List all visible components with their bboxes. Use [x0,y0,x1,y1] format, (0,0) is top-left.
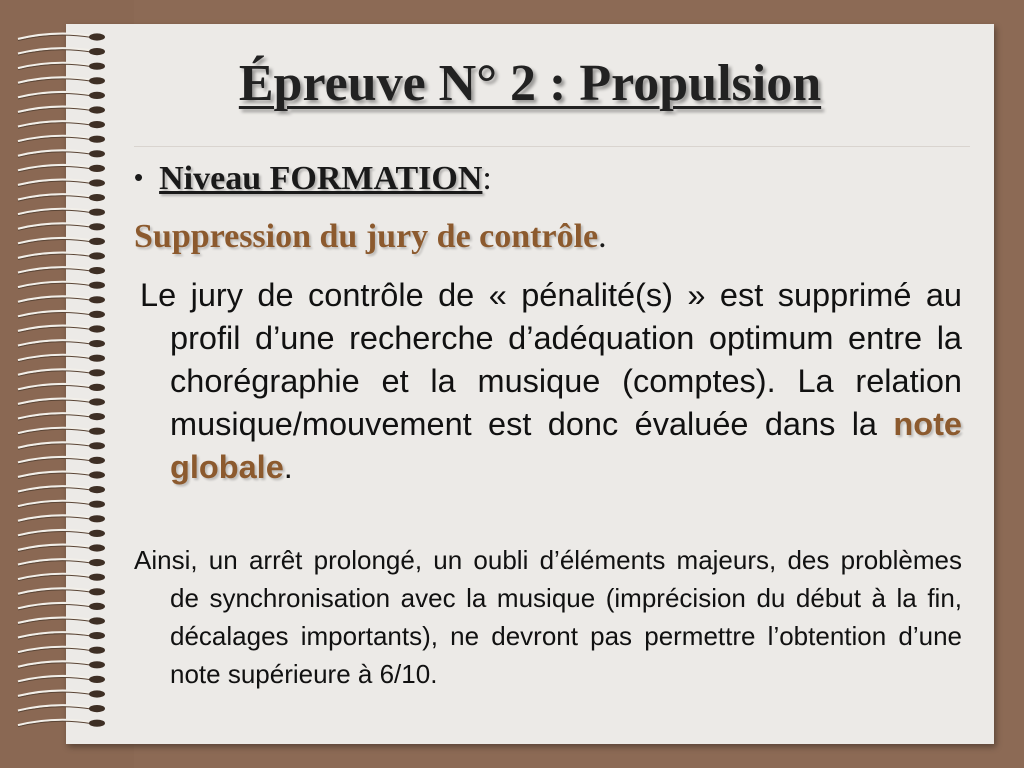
bullet-symbol: • [134,162,144,192]
binding-hole [89,121,105,128]
binding-hole [89,574,105,581]
binding-hole [89,471,105,478]
binding-hole [89,588,105,595]
binding-hole [89,238,105,245]
binding-hole [89,136,105,143]
binding-hole [89,486,105,493]
binding-hole [89,632,105,639]
binding-hole [89,311,105,318]
binding-hole [89,223,105,230]
binding-hole [89,252,105,259]
level-suffix: : [482,160,492,197]
binding-hole [89,369,105,376]
binding-hole [89,617,105,624]
level-label: Niveau FORMATION [159,160,483,197]
subheading [134,218,607,256]
binding-hole [89,296,105,303]
binding-hole [89,705,105,712]
binding-hole [89,647,105,654]
binding-hole [89,530,105,537]
binding-hole [89,501,105,508]
bullet-item [134,160,492,198]
subheading-suffix: . [598,218,607,255]
binding-hole [89,544,105,551]
binding-hole [89,413,105,420]
binding-hole [89,559,105,566]
binding-hole [89,165,105,172]
paragraph-consequences: Ainsi, un arrêt prolongé, un oubli d’éléments majeurs, des problèmes de synchronisation avec la musique (imprécision du début à la fin, décalages importants), ne devront pas permettre l’obtention d’une note supérieure à 6/10. [134,545,962,689]
binding-hole [89,442,105,449]
page-title: Épreuve N° 2 : Propulsion [238,55,822,112]
binding-hole [89,355,105,362]
binding-hole [89,340,105,347]
title-divider [134,146,970,147]
binding-hole [89,194,105,201]
paragraph-jury [134,274,962,489]
note-globale-highlight: note globale [170,406,962,485]
paragraph-jury-end: . [283,449,293,485]
binding-hole [89,209,105,216]
binding-hole [89,33,105,40]
paragraph-jury-main: Le jury de contrôle de « pénalité(s) » est supprimé au profil d’une recherche d’adéquation optimum entre la chorégraphie et la musique (comptes). La relation musique/mouvement est donc évaluée dans la [140,277,962,442]
spiral-binding-icon [0,24,120,744]
binding-hole [89,720,105,727]
binding-hole [89,325,105,332]
binding-hole [89,515,105,522]
binding-hole [89,398,105,405]
binding-hole [89,282,105,289]
subheading-text: Suppression du jury de contrôle [134,218,599,255]
binding-hole [89,150,105,157]
binding-hole [89,603,105,610]
binding-hole [89,690,105,697]
binding-hole [89,384,105,391]
binding-hole [89,661,105,668]
binding-hole [89,457,105,464]
binding-hole [89,179,105,186]
binding-hole [89,676,105,683]
binding-hole [89,428,105,435]
binding-hole [89,267,105,274]
